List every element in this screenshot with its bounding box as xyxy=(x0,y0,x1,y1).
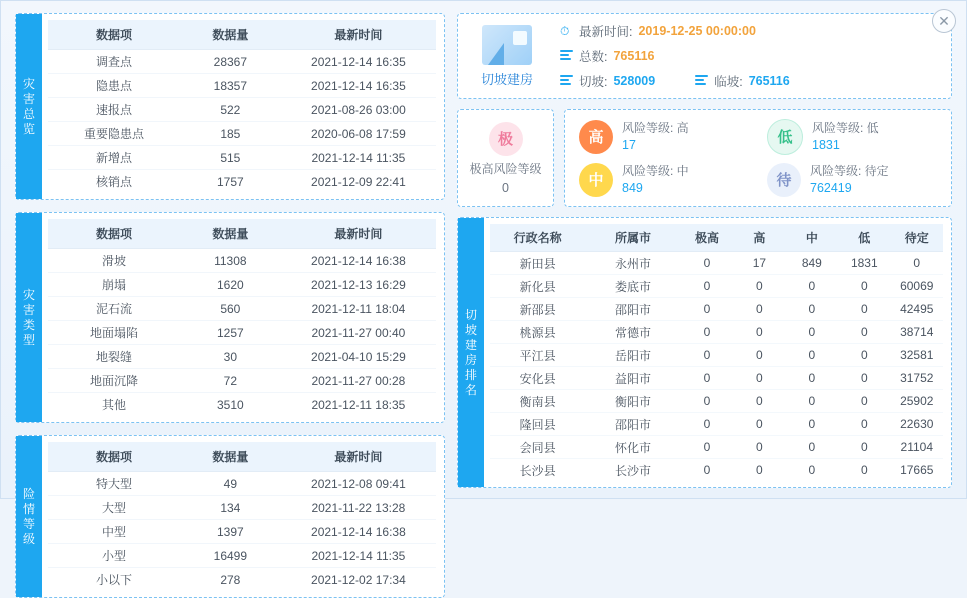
cell-count: 3510 xyxy=(216,397,244,412)
risk-cell-low[interactable] xyxy=(761,116,943,157)
cell-high: 0 xyxy=(733,436,785,459)
risk-medium-value: 849 xyxy=(622,180,643,195)
risk-pending-text xyxy=(810,163,889,197)
panel-disaster-overview xyxy=(15,13,445,200)
cell-low: 0 xyxy=(838,321,890,344)
cell-low: 0 xyxy=(838,390,890,413)
table-header-row xyxy=(490,224,943,252)
cell-pending: 60069 xyxy=(891,275,943,298)
cell-item: 泥石流 xyxy=(48,297,180,321)
cell-count: 1257 xyxy=(180,321,281,345)
table-header-row xyxy=(48,20,436,50)
cell-extreme: 0 xyxy=(681,252,733,275)
column-header-count: 数据量 xyxy=(180,442,281,472)
risk-extreme-label: 极高风险等级 xyxy=(469,161,542,176)
cell-pending: 21104 xyxy=(891,436,943,459)
column-header-pending: 待定 xyxy=(891,224,943,252)
table-disaster-overview xyxy=(48,20,436,193)
cell-medium: 0 xyxy=(786,344,838,367)
summary-time-label: 最新时间: xyxy=(579,25,633,39)
cell-city: 娄底市 xyxy=(585,275,680,298)
table-row[interactable] xyxy=(48,472,436,496)
risk-medium-text xyxy=(622,163,689,197)
table-disaster-type xyxy=(48,219,436,416)
cell-admin-name: 桃源县 xyxy=(490,321,585,344)
risk-level-grid xyxy=(564,109,952,207)
cell-extreme: 0 xyxy=(681,413,733,436)
table-row[interactable] xyxy=(48,568,436,592)
cell-item: 崩塌 xyxy=(48,273,180,297)
cell-item: 中型 xyxy=(48,520,180,544)
cell-low: 0 xyxy=(838,436,890,459)
risk-low-text xyxy=(812,120,879,154)
risk-pending-label: 风险等级: 待定 xyxy=(810,163,889,178)
column-header-item: 数据项 xyxy=(48,219,180,249)
cell-count: 134 xyxy=(180,496,281,520)
cell-time: 2021-12-14 16:38 xyxy=(281,249,436,273)
cell-high: 0 xyxy=(733,321,785,344)
cell-high: 17 xyxy=(733,252,785,275)
summary-total-label: 总数: xyxy=(579,50,608,64)
cell-low: 0 xyxy=(860,463,868,477)
column-header-low: 低 xyxy=(838,224,890,252)
cell-count: 185 xyxy=(180,122,281,146)
cell-medium: 0 xyxy=(786,413,838,436)
cell-item: 隐患点 xyxy=(48,74,180,98)
risk-cell-medium[interactable] xyxy=(573,159,755,200)
panel-body xyxy=(42,436,444,597)
summary-card-slope-house xyxy=(457,13,952,99)
table-row[interactable] xyxy=(490,275,943,298)
risk-high-icon: 高 xyxy=(579,120,613,154)
cell-item: 地裂缝 xyxy=(48,345,180,369)
column-header-medium: 中 xyxy=(786,224,838,252)
summary-total-row xyxy=(560,47,941,65)
table-row[interactable] xyxy=(48,520,436,544)
cell-admin-name: 安化县 xyxy=(490,367,585,390)
cell-pending: 22630 xyxy=(891,413,943,436)
cell-item: 地面沉降 xyxy=(48,369,180,393)
cell-time: 2020-06-08 17:59 xyxy=(281,122,436,146)
cell-high: 0 xyxy=(733,298,785,321)
summary-time-row xyxy=(560,22,941,40)
column-header-count: 数据量 xyxy=(180,20,281,50)
risk-low-icon: 低 xyxy=(767,119,803,155)
cell-high: 0 xyxy=(733,367,785,390)
cell-count: 49 xyxy=(180,472,281,496)
cell-count: 560 xyxy=(180,297,281,321)
cell-item: 特大型 xyxy=(48,472,180,496)
table-risk-level xyxy=(48,442,436,591)
table-row[interactable] xyxy=(48,345,436,369)
summary-breakdown-row xyxy=(560,72,941,90)
cell-city: 益阳市 xyxy=(585,367,680,390)
summary-title: 切坡建房 xyxy=(480,71,533,87)
summary-linpo-label: 临坡: xyxy=(714,75,743,89)
cell-time: 2021-08-26 03:00 xyxy=(281,98,436,122)
table-row[interactable] xyxy=(48,170,436,194)
cell-pending: 31752 xyxy=(891,367,943,390)
cell-low: 0 xyxy=(838,344,890,367)
panel-tab-ranking[interactable] xyxy=(458,218,484,487)
cell-time: 2021-11-27 00:28 xyxy=(281,369,436,393)
panel-slope-house-ranking xyxy=(457,217,952,488)
table-row[interactable] xyxy=(48,98,436,122)
cell-time: 2021-04-10 15:29 xyxy=(281,345,436,369)
panel-body xyxy=(42,14,444,199)
summary-linpo-value: 765116 xyxy=(748,74,790,88)
bars-icon xyxy=(560,75,573,87)
bars-icon xyxy=(695,75,708,87)
column-header-high: 高 xyxy=(733,224,785,252)
risk-low-label: 风险等级: 低 xyxy=(812,120,879,135)
cell-city: 邵阳市 xyxy=(585,298,680,321)
cell-medium: 0 xyxy=(786,275,838,298)
column-header-time: 最新时间 xyxy=(281,20,436,50)
cell-count: 1397 xyxy=(180,520,281,544)
column-header-item: 数据项 xyxy=(48,20,180,50)
table-row[interactable] xyxy=(490,344,943,367)
cell-pending: 32581 xyxy=(891,344,943,367)
risk-summary-area xyxy=(457,109,952,207)
cell-admin-name: 新化县 xyxy=(490,275,585,298)
slope-house-icon xyxy=(482,25,532,65)
table-row[interactable] xyxy=(490,459,943,482)
cell-medium: 0 xyxy=(808,463,816,477)
cell-item: 重要隐患点 xyxy=(48,122,180,146)
clock-icon: ⏱ xyxy=(560,23,570,38)
summary-icon-block xyxy=(468,25,546,88)
cell-city: 长沙市 xyxy=(615,463,652,478)
table-row[interactable] xyxy=(48,544,436,568)
cell-medium: 0 xyxy=(786,321,838,344)
cell-time: 2021-12-14 11:35 xyxy=(281,146,436,170)
panel-disaster-type xyxy=(15,212,445,423)
cell-item: 核销点 xyxy=(95,175,132,189)
cell-extreme: 0 xyxy=(681,344,733,367)
cell-city: 衡阳市 xyxy=(585,390,680,413)
cell-high: 0 xyxy=(733,413,785,436)
table-header-row xyxy=(48,442,436,472)
cell-extreme: 0 xyxy=(681,436,733,459)
cell-count: 28367 xyxy=(180,50,281,74)
cell-high: 0 xyxy=(756,463,763,477)
cell-extreme: 0 xyxy=(681,321,733,344)
cell-count: 30 xyxy=(180,345,281,369)
panel-tab-disaster-overview[interactable] xyxy=(16,14,42,199)
cell-city: 怀化市 xyxy=(585,436,680,459)
risk-cell-high[interactable] xyxy=(573,116,755,157)
cell-high: 0 xyxy=(733,344,785,367)
panel-tab-label: 险情等级 xyxy=(22,486,35,546)
cell-medium: 849 xyxy=(786,252,838,275)
column-header-count: 数据量 xyxy=(180,219,281,249)
cell-city: 邵阳市 xyxy=(585,413,680,436)
cell-medium: 0 xyxy=(786,367,838,390)
table-row[interactable] xyxy=(490,321,943,344)
cell-item: 其他 xyxy=(101,398,126,412)
summary-total-value: 765116 xyxy=(613,49,655,63)
cell-pending: 25902 xyxy=(891,390,943,413)
table-row[interactable] xyxy=(48,321,436,345)
cell-extreme: 0 xyxy=(703,463,711,477)
cell-count: 1620 xyxy=(180,273,281,297)
cell-admin-name: 隆回县 xyxy=(490,413,585,436)
table-row[interactable] xyxy=(48,146,436,170)
panel-body xyxy=(42,213,444,422)
table-header-row xyxy=(48,219,436,249)
cell-time: 2021-12-08 09:41 xyxy=(281,472,436,496)
cell-city: 常德市 xyxy=(585,321,680,344)
panel-body xyxy=(484,218,951,487)
cell-medium: 0 xyxy=(786,436,838,459)
cell-time: 2021-12-13 16:29 xyxy=(281,273,436,297)
cell-time: 2021-12-11 18:04 xyxy=(281,297,436,321)
cell-pending: 17665 xyxy=(900,463,934,477)
column-header-item: 数据项 xyxy=(48,442,180,472)
risk-high-label: 风险等级: 高 xyxy=(622,120,689,135)
cell-time: 2021-11-22 13:28 xyxy=(281,496,436,520)
table-row[interactable] xyxy=(48,369,436,393)
table-row[interactable] xyxy=(48,122,436,146)
cell-extreme: 0 xyxy=(681,275,733,298)
cell-low: 0 xyxy=(838,367,890,390)
cell-count: 515 xyxy=(180,146,281,170)
column-header-city: 所属市 xyxy=(585,224,680,252)
cell-time: 2021-11-27 00:40 xyxy=(281,321,436,345)
cell-time: 2021-12-14 16:35 xyxy=(281,74,436,98)
table-row[interactable] xyxy=(48,496,436,520)
cell-time: 2021-12-09 22:41 xyxy=(311,174,406,189)
table-row[interactable] xyxy=(48,249,436,273)
cell-item: 小以下 xyxy=(95,573,132,587)
cell-item: 调查点 xyxy=(48,50,180,74)
risk-extreme-icon: 极 xyxy=(489,122,523,156)
bars-icon xyxy=(560,50,573,62)
cell-low: 1831 xyxy=(838,252,890,275)
dashboard-layout xyxy=(1,1,966,587)
cell-item: 新增点 xyxy=(48,146,180,170)
panel-tab-label: 灾害类型 xyxy=(22,287,35,347)
panel-tab-label: 灾害总览 xyxy=(22,76,35,136)
cell-city: 岳阳市 xyxy=(585,344,680,367)
cell-count: 11308 xyxy=(180,249,281,273)
cell-time: 2021-12-14 11:35 xyxy=(281,544,436,568)
cell-item: 速报点 xyxy=(48,98,180,122)
table-row[interactable] xyxy=(490,413,943,436)
cell-admin-name: 新邵县 xyxy=(490,298,585,321)
table-row[interactable] xyxy=(490,298,943,321)
risk-cell-pending[interactable] xyxy=(761,159,943,200)
summary-linpo-group xyxy=(695,72,790,90)
cell-medium: 0 xyxy=(786,390,838,413)
risk-extreme-value: 0 xyxy=(502,180,509,195)
risk-low-value: 1831 xyxy=(812,137,840,152)
cell-time: 2021-12-11 18:35 xyxy=(311,397,406,412)
panel-tab-disaster-type[interactable] xyxy=(16,213,42,422)
summary-qiepo-value: 528009 xyxy=(613,74,656,88)
summary-qiepo-label: 切坡: xyxy=(579,75,608,89)
panel-tab-label: 切坡建房排名 xyxy=(464,307,477,397)
right-column xyxy=(457,13,952,488)
cell-high: 0 xyxy=(733,275,785,298)
cell-extreme: 0 xyxy=(681,390,733,413)
cell-city: 永州市 xyxy=(585,252,680,275)
cell-admin-name: 长沙县 xyxy=(519,463,556,478)
column-header-time: 最新时间 xyxy=(281,219,436,249)
cell-admin-name: 新田县 xyxy=(490,252,585,275)
table-row[interactable] xyxy=(48,74,436,98)
cell-low: 0 xyxy=(838,413,890,436)
risk-high-text xyxy=(622,120,689,154)
summary-qiepo-group xyxy=(560,72,655,90)
cell-item: 滑坡 xyxy=(48,249,180,273)
cell-count: 278 xyxy=(220,572,241,587)
table-ranking xyxy=(490,224,943,481)
cell-count: 522 xyxy=(180,98,281,122)
risk-medium-label: 风险等级: 中 xyxy=(622,163,689,178)
cell-item: 大型 xyxy=(48,496,180,520)
cell-time: 2021-12-14 16:38 xyxy=(281,520,436,544)
cell-pending: 42495 xyxy=(891,298,943,321)
risk-medium-icon: 中 xyxy=(579,163,613,197)
cell-count: 72 xyxy=(180,369,281,393)
cell-count: 16499 xyxy=(180,544,281,568)
close-icon[interactable]: ✕ xyxy=(932,9,956,33)
cell-time: 2021-12-14 16:35 xyxy=(281,50,436,74)
cell-pending: 0 xyxy=(891,252,943,275)
risk-pending-value: 762419 xyxy=(810,180,852,195)
summary-time-value: 2019-12-25 00:00:00 xyxy=(638,24,756,38)
table-row[interactable] xyxy=(490,390,943,413)
cell-low: 0 xyxy=(838,298,890,321)
table-row[interactable] xyxy=(490,367,943,390)
cell-item: 地面塌陷 xyxy=(48,321,180,345)
cell-medium: 0 xyxy=(786,298,838,321)
panel-risk-level xyxy=(15,435,445,598)
left-column xyxy=(15,13,445,587)
cell-pending: 38714 xyxy=(891,321,943,344)
column-header-admin-name: 行政名称 xyxy=(490,224,585,252)
table-row[interactable] xyxy=(490,436,943,459)
cell-extreme: 0 xyxy=(681,298,733,321)
cell-extreme: 0 xyxy=(681,367,733,390)
table-row[interactable] xyxy=(48,393,436,417)
column-header-time: 最新时间 xyxy=(281,442,436,472)
table-row[interactable] xyxy=(48,297,436,321)
risk-high-value: 17 xyxy=(622,137,636,152)
panel-tab-risk-level[interactable] xyxy=(16,436,42,597)
column-header-extreme: 极高 xyxy=(681,224,733,252)
cell-admin-name: 衡南县 xyxy=(490,390,585,413)
cell-time: 2021-12-02 17:34 xyxy=(311,572,406,587)
table-row[interactable] xyxy=(490,252,943,275)
cell-high: 0 xyxy=(733,390,785,413)
risk-pending-icon: 待 xyxy=(767,163,801,197)
cell-item: 小型 xyxy=(48,544,180,568)
cell-low: 0 xyxy=(838,275,890,298)
risk-extreme-card[interactable] xyxy=(457,109,554,207)
summary-lines xyxy=(560,22,941,90)
cell-admin-name: 会同县 xyxy=(490,436,585,459)
cell-admin-name: 平江县 xyxy=(490,344,585,367)
table-row[interactable] xyxy=(48,273,436,297)
cell-count: 1757 xyxy=(216,174,244,189)
cell-count: 18357 xyxy=(180,74,281,98)
table-row[interactable] xyxy=(48,50,436,74)
